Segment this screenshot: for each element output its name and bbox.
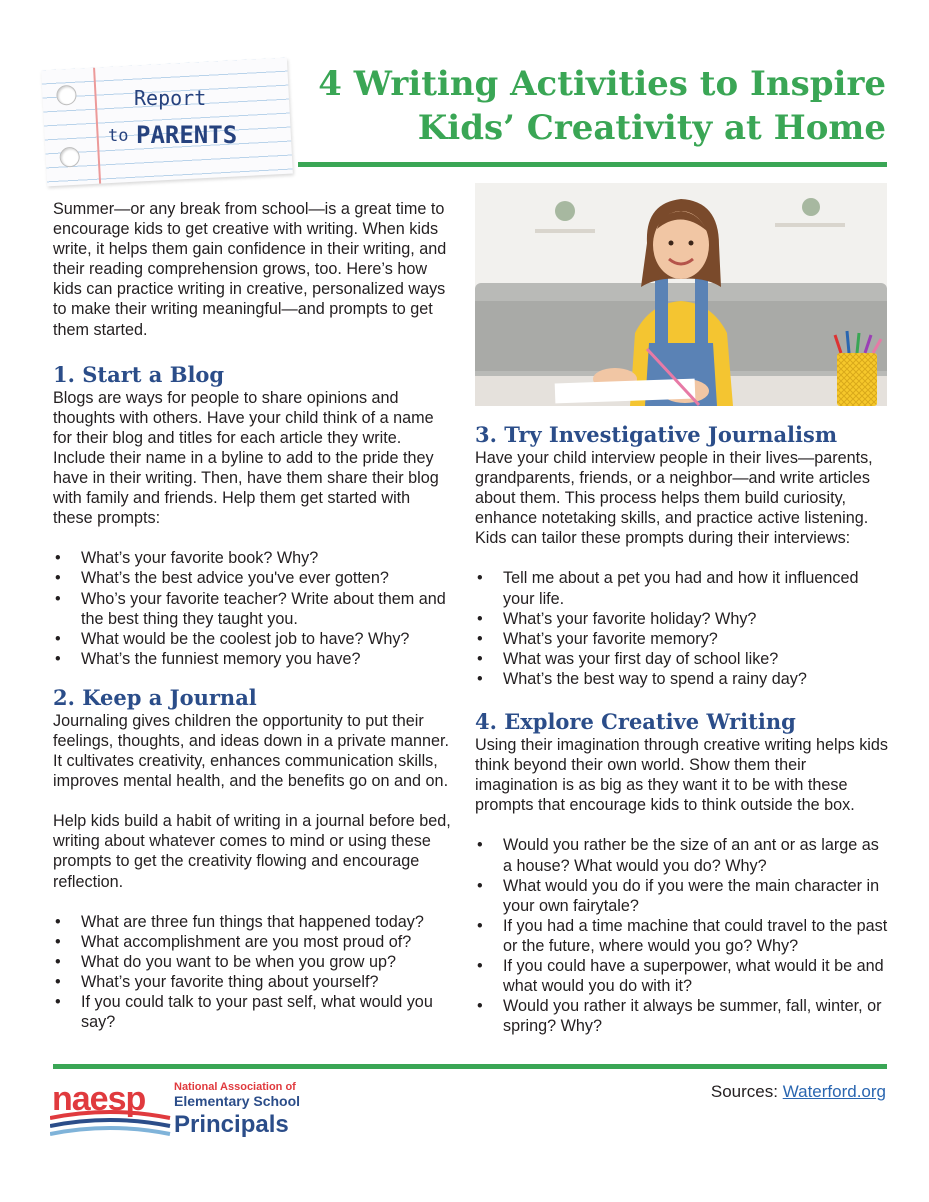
footer-divider bbox=[53, 1064, 887, 1069]
sources-link[interactable]: Waterford.org bbox=[782, 1082, 886, 1101]
page-title-line-1: 4 Writing Activities to Inspire bbox=[318, 64, 886, 104]
section-3-prompt-list bbox=[475, 568, 891, 689]
badge-parents-label: PARENTS bbox=[136, 121, 238, 149]
page-title-line-2: Kids’ Creativity at Home bbox=[417, 108, 886, 148]
section-2-paragraph-1: Journaling gives children the opportunity to put their feelings, thoughts, and ideas down in a private manner. It cultivates creativity, enhances communication skills, improves mental health, and the benefits go on and on. bbox=[53, 711, 449, 791]
list-item: • What was your first day of school like? bbox=[475, 649, 891, 669]
section-3-paragraph: Have your child interview people in their lives—parents, grandparents, friends, or a neighbor—and write articles about them. This process helps them build curiosity, enhance notetaking skills, and practice active listening. Kids can tailor these prompts during their interviews: bbox=[475, 449, 873, 548]
list-item: • Who’s your favorite teacher? Write about them and the best thing they taught you. bbox=[53, 589, 453, 629]
list-item: • What are three fun things that happened today? bbox=[53, 912, 453, 932]
list-item: • What’s the best advice you've ever gotten? bbox=[53, 568, 453, 588]
binder-hole bbox=[59, 147, 80, 168]
list-item: • Tell me about a pet you had and how it influenced your life. bbox=[475, 568, 891, 608]
list-item: • What’s the funniest memory you have? bbox=[53, 649, 453, 669]
list-item: • Would you rather it always be summer, fall, winter, or spring? Why? bbox=[475, 996, 891, 1036]
section-2-heading: 2. Keep a Journal bbox=[53, 684, 257, 710]
section-4-prompt-list bbox=[475, 835, 891, 1036]
list-item: • What’s your favorite book? Why? bbox=[53, 548, 453, 568]
girl-writing-photo bbox=[475, 183, 887, 406]
list-item: • What’s your favorite thing about yourself? bbox=[53, 972, 453, 992]
sources-label: Sources: bbox=[710, 1082, 778, 1101]
title-divider bbox=[298, 162, 887, 167]
left-column bbox=[53, 199, 453, 1032]
naesp-wordmark: naesp bbox=[52, 1080, 146, 1118]
list-item: • If you had a time machine that could travel to the past or the future, where would you go? Why? bbox=[475, 916, 891, 956]
list-item: • What’s your favorite memory? bbox=[475, 629, 891, 649]
binder-hole bbox=[56, 85, 77, 106]
report-to-parents-badge bbox=[38, 50, 300, 182]
naesp-line-3: Principals bbox=[174, 1111, 289, 1138]
list-item: • What do you want to be when you grow up? bbox=[53, 952, 453, 972]
naesp-logo[interactable] bbox=[50, 1080, 310, 1140]
list-item: • What accomplishment are you most proud of? bbox=[53, 932, 453, 952]
naesp-line-1: National Association of bbox=[174, 1081, 296, 1093]
list-item: • What would you do if you were the main character in your own fairytale? bbox=[475, 876, 891, 916]
list-item: • Would you rather be the size of an ant or as large as a house? What would you do? Why? bbox=[475, 835, 891, 875]
list-item: • What’s your favorite holiday? Why? bbox=[475, 609, 891, 629]
section-1-paragraph: Blogs are ways for people to share opinions and thoughts with others. Have your child think of a name for their blog and titles for each article they write. Include their name in a byline to add to the pride they have in their writing. Then, have them share their blog with family and friends. Help them get started with these prompts: bbox=[53, 388, 439, 528]
right-column bbox=[475, 422, 891, 1036]
section-1-prompt-list bbox=[53, 548, 453, 669]
badge-to-label: to bbox=[108, 126, 129, 146]
section-4-paragraph: Using their imagination through creative writing helps kids think beyond their own world. Show them their imagination is as big as they want it to be with these prompts that encourage kids to think outside the box. bbox=[475, 736, 888, 815]
page-title bbox=[306, 62, 886, 150]
list-item: • What would be the coolest job to have? Why? bbox=[53, 629, 453, 649]
naesp-line-2: Elementary School bbox=[174, 1093, 301, 1109]
list-item: • What’s the best way to spend a rainy day? bbox=[475, 669, 891, 689]
badge-report-label: Report bbox=[134, 86, 207, 110]
section-3-heading: 3. Try Investigative Journalism bbox=[475, 422, 838, 447]
section-4-heading: 4. Explore Creative Writing bbox=[475, 709, 796, 735]
intro-paragraph: Summer—or any break from school—is a great time to encourage kids to get creative with writing. When kids write, it helps them gain confidence in their writing, and their reading comprehension grows, too. Here’s how kids can practice writing in creative, personalized ways to make their writing meaningful—and prompts to get them started. bbox=[53, 200, 447, 339]
list-item: • If you could have a superpower, what would it be and what would you do with it? bbox=[475, 956, 891, 996]
paper-margin-line bbox=[93, 68, 101, 184]
section-2-paragraph-2: Help kids build a habit of writing in a journal before bed, writing about whatever comes to mind or using these prompts to get the creativity flowing and encourage reflection. bbox=[53, 812, 451, 891]
section-2-prompt-list bbox=[53, 912, 453, 1033]
list-item: • If you could talk to your past self, what would you say? bbox=[53, 992, 453, 1032]
section-1-heading: 1. Start a Blog bbox=[53, 361, 225, 387]
sources-line bbox=[711, 1082, 886, 1102]
